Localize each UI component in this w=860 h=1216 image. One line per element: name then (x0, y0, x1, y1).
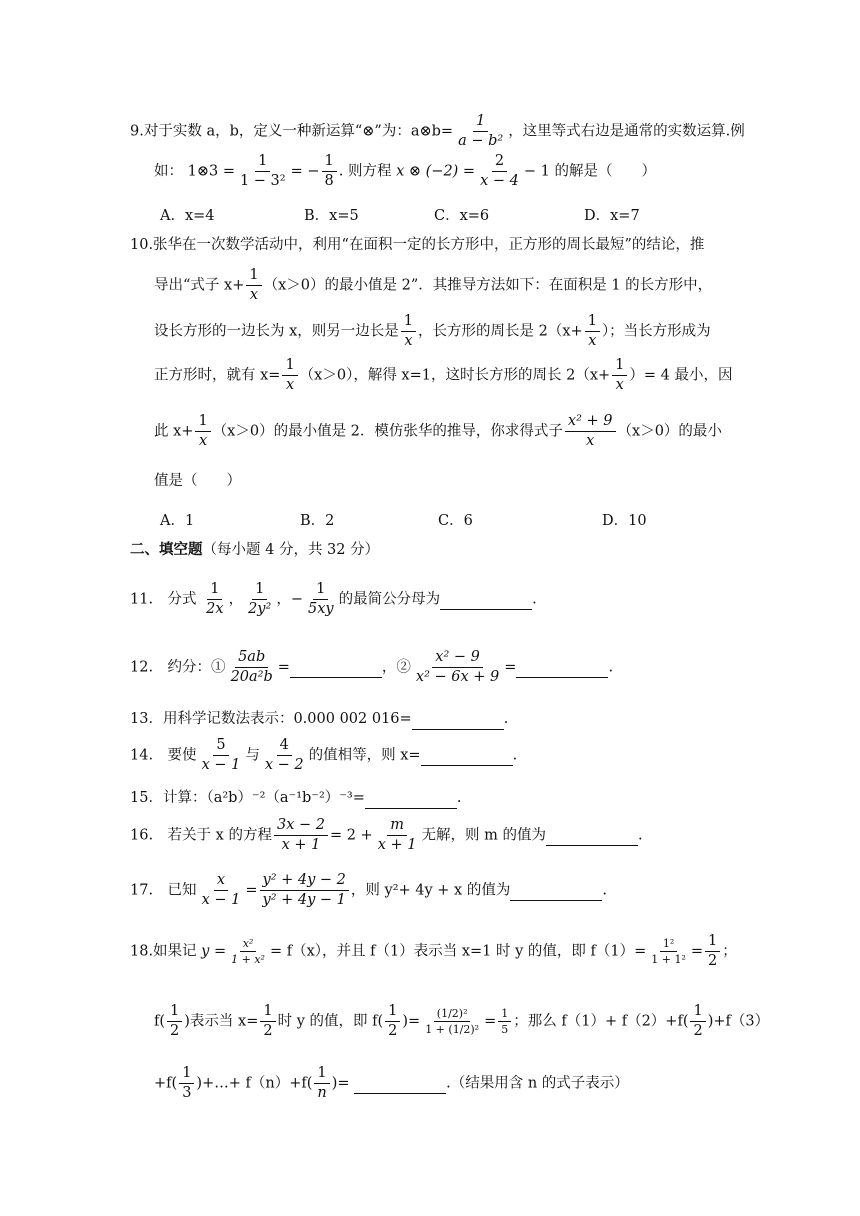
q12-fraction: $\frac{\text{x² − 9}}{\text{x² − 6x + 9}}$ (415, 649, 500, 686)
q10-fraction: $\frac{1}{x}$ (282, 358, 297, 393)
q14-fraction: $\frac{5}{x - 1}$ (201, 737, 241, 774)
q10-fraction: $\frac{1}{x}$ (612, 358, 627, 393)
q18-fraction: $\frac{1}{3}$ (179, 1066, 194, 1101)
q18-fraction: $\frac{1}{n}$ (314, 1066, 329, 1101)
q16: 16. 若关于 x 的方程 $\frac{3x - 2}{x + 1}$ = 2 + $\frac{m}{x + 1}$ 无解，则 m 的值为 . (130, 817, 643, 854)
q10-fraction: $\frac{1}{x}$ (195, 414, 210, 449)
q9-fraction: $\frac{1}{\text{1 − 3²}}$ (239, 153, 286, 190)
q9-option-a[interactable]: A．x=4 (160, 208, 215, 224)
q18-fraction: $\frac{\text{x²}}{\text{1 + x²}}$ (231, 936, 265, 967)
q11-answer-blank[interactable] (440, 595, 532, 611)
q16-fraction: $\frac{m}{x + 1}$ (377, 817, 417, 854)
q9-fraction: $\frac{2}{x - 4}$ (480, 153, 519, 190)
section-title: 二、填空题 (130, 541, 203, 558)
q10-fraction: $\frac{\text{x² + 9}}{x}$ (565, 414, 616, 449)
q9-fraction: $\frac{1}{\text{a − b²}}$ (458, 113, 504, 150)
q17-fraction: $\frac{\text{y² + 4y − 2}}{\text{y² + 4y − 1}}$ (260, 873, 349, 908)
q9-line1 (130, 114, 745, 149)
q18-fraction: $\frac{1}{2}$ (167, 1004, 182, 1039)
q12-answer-blank-1[interactable] (290, 663, 382, 679)
q15: 15．计算：（a²b）⁻²（a⁻¹b⁻²）⁻³= . (130, 791, 462, 809)
q18-fraction: $\frac{1}{2}$ (705, 934, 720, 969)
q13-answer-blank[interactable] (412, 714, 504, 730)
q10-option-b[interactable]: B．2 (300, 513, 335, 529)
q11: 11. 分式 $\frac{1}{2x}$ ， $\frac{1}{\text{2y²}}$ ，− $\frac{1}{5xy}$ 的最简公分母为 . (130, 581, 537, 618)
q10-line3: 设长方形的一边长为 x，则另一边长是 $\frac{1}{x}$ ，长方形的周长是 2（x+ $\frac{1}{x}$ ）；当长方形成为 (154, 313, 711, 350)
q9-text: − 1 的解是（ ） (523, 163, 656, 180)
q18-fraction: $\frac{1}{2}$ (385, 1004, 400, 1039)
q12-fraction: $\frac{5ab}{\text{20a²b}}$ (230, 649, 273, 686)
q12-answer-blank-2[interactable] (516, 663, 608, 679)
q9-option-d[interactable]: D．x=7 (584, 208, 640, 224)
q9-text: . 则方程 (338, 163, 392, 180)
q9-option-c[interactable]: C．x=6 (434, 208, 490, 224)
q10-fraction: $\frac{1}{x}$ (585, 314, 600, 349)
q14-fraction: $\frac{4}{x - 2}$ (264, 737, 304, 774)
q12: 12. 约分：① $\frac{5ab}{\text{20a²b}}$ = ，② $\frac{\text{x² − 9}}{\text{x² − 6x + 9}}$ = . (130, 649, 614, 686)
q10-option-a[interactable]: A．1 (160, 513, 195, 529)
q10-option-c[interactable]: C．6 (438, 513, 473, 529)
q11-fraction: $\frac{1}{2x}$ (206, 581, 224, 618)
q13: 13．用科学记数法表示：0.000 002 016= . (130, 712, 508, 730)
q18-line2: f( $\frac{1}{2}$ )表示当 x= $\frac{1}{2}$ 时 y 的值，即 f( $\frac{1}{2}$ )= $\frac{\text{(1/2)²}}{\text{1 + (1/2)²}}$ = $\frac{1}{5}$ ；那么 f（1）+ f（2）+f( $\frac{1}{2}$ )+f（3） (154, 1003, 770, 1040)
q18-fraction: $\frac{\text{(1/2)²}}{\text{1 + (1/2)²}}$ (425, 1006, 480, 1037)
q15-answer-blank[interactable] (365, 793, 457, 809)
q17-answer-blank[interactable] (510, 886, 602, 902)
q9-text: 9.对于实数 a，b，定义一种新运算“⊗”为：a⊗b= (130, 123, 454, 140)
q18-fraction: $\frac{1}{2}$ (690, 1004, 705, 1039)
q9-text: 如： (154, 163, 183, 180)
q18-fraction: $\frac{\text{1²}}{\text{1 + 1²}}$ (651, 936, 686, 967)
q9-text: ，这里等式右边是通常的实数运算.例 (508, 123, 745, 140)
q14-answer-blank[interactable] (421, 751, 513, 767)
section-note: （每小题 4 分，共 32 分） (202, 542, 380, 558)
q10-line4: 正方形时，就有 x= $\frac{1}{x}$ （x＞0），解得 x=1，这时长方形的周长 2（x+ $\frac{1}{x}$ ）= 4 最小，因 (154, 357, 733, 394)
q10-fraction: $\frac{1}{x}$ (246, 268, 261, 303)
q16-answer-blank[interactable] (546, 831, 638, 847)
q9-text: x ⊗ (−2) = (396, 163, 476, 180)
q18-line1: 18.如果记 y = $\frac{\text{x²}}{\text{1 + x²}}$ = f（x），并且 f（1）表示当 x=1 时 y 的值，即 f（1）= $\frac{\text{1²}}{\text{1 + 1²}}$ = $\frac{1}{2}$ ； (130, 933, 737, 970)
q11-fraction: $\frac{1}{5xy}$ (307, 581, 334, 618)
q18-fraction: $\frac{1}{5}$ (498, 1008, 511, 1036)
q11-fraction: $\frac{1}{\text{2y²}}$ (248, 581, 272, 618)
q18-answer-blank[interactable] (354, 1079, 446, 1095)
q10-line6: 值是（ ） (154, 473, 241, 489)
q10-line5: 此 x+ $\frac{1}{x}$ （x＞0）的最小值是 2．模仿张华的推导，你求得式子 $\frac{\text{x² + 9}}{x}$ （x＞0）的最小 (154, 413, 722, 450)
q10-option-d[interactable]: D．10 (602, 513, 647, 529)
q16-fraction: $\frac{3x - 2}{x + 1}$ (274, 818, 328, 853)
q18-fraction: $\frac{1}{2}$ (260, 1004, 275, 1039)
q18-line3: +f( $\frac{1}{3}$ )+…+ f（n）+f( $\frac{1}{n}$ )= .（结果用含 n 的式子表示） (154, 1065, 629, 1102)
q9-option-b[interactable]: B．x=5 (304, 208, 359, 224)
q10-line1: 10.张华在一次数学活动中，利用“在面积一定的长方形中，正方形的周长最短”的结论，推 (130, 237, 705, 253)
q17-fraction: $\frac{x}{x - 1}$ (201, 872, 241, 909)
q9-fraction: $\frac{1}{8}$ (322, 154, 337, 189)
q10-fraction: $\frac{1}{x}$ (401, 314, 416, 349)
q9-text: = − (290, 163, 320, 180)
q17: 17. 已知 $\frac{x}{x - 1}$ = $\frac{\text{y² + 4y − 2}}{\text{y² + 4y − 1}}$ ，则 y²+ 4y + x 的值为 . (130, 872, 607, 909)
section-heading (130, 543, 379, 558)
q9-text: 1⊗3 = (187, 163, 235, 180)
q14: 14. 要使 $\frac{5}{x - 1}$ 与 $\frac{4}{x - 2}$ 的值相等，则 x= . (130, 737, 518, 774)
q10-line2: 导出“式子 x+ $\frac{1}{x}$ （x＞0）的最小值是 2”．其推导方法如下：在面积是 1 的长方形中， (154, 267, 713, 304)
q9-line2 (154, 154, 656, 189)
